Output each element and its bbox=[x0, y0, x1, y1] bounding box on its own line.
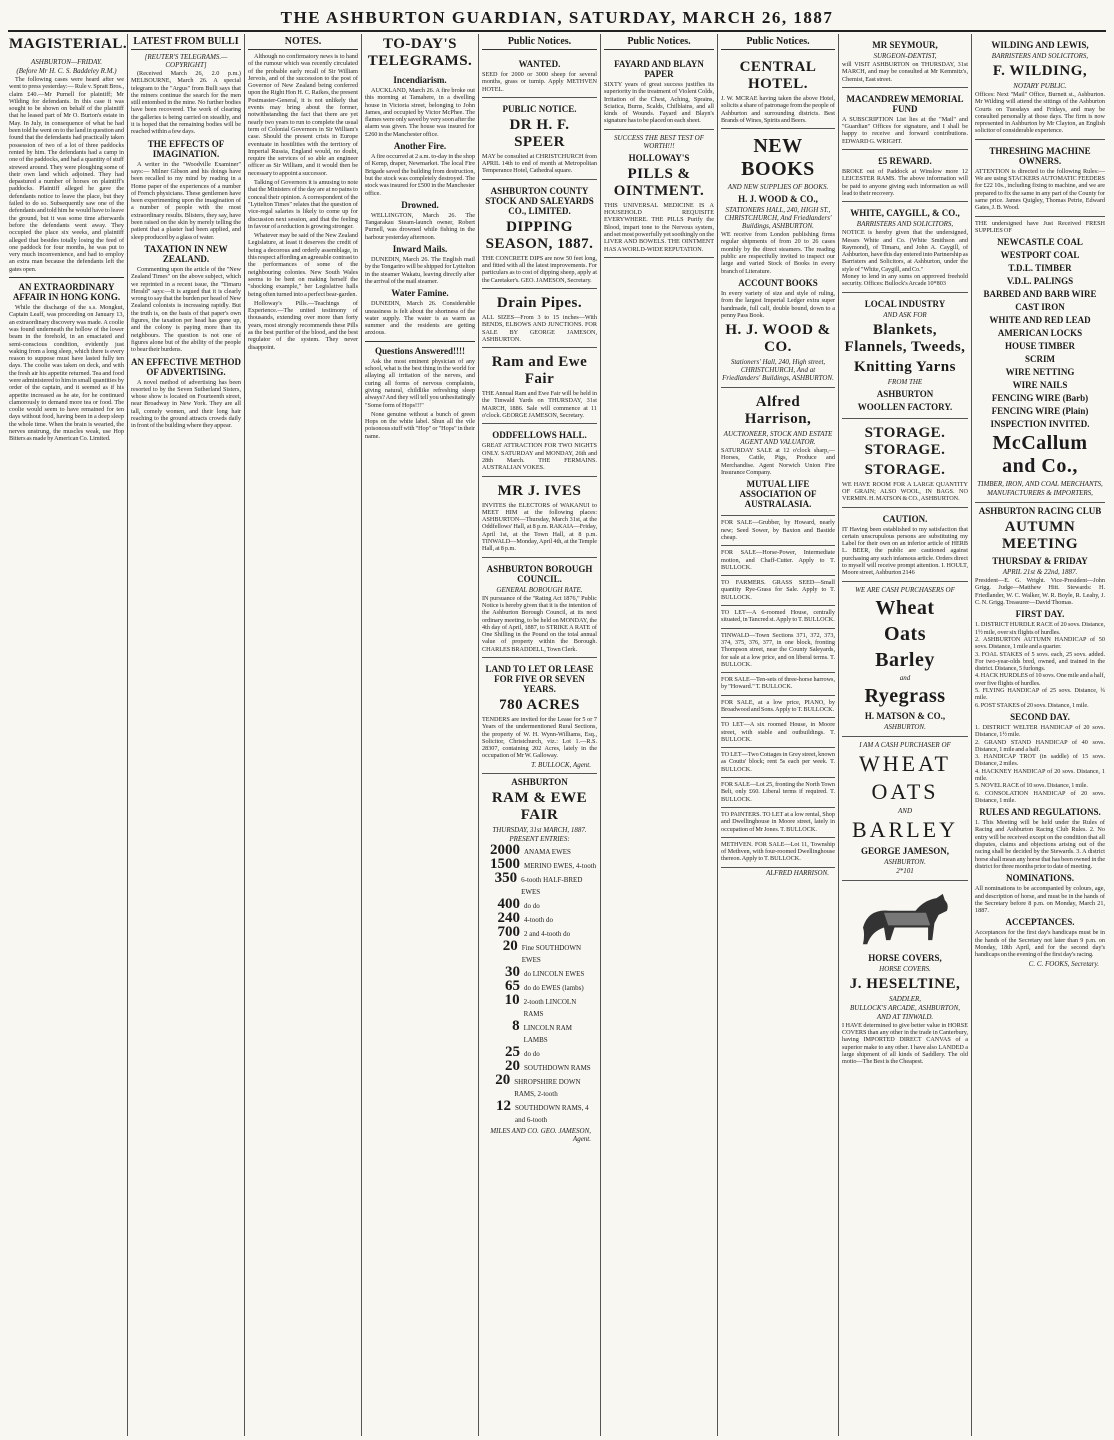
council-title: ASHBURTON BOROUGH COUNCIL. bbox=[486, 563, 593, 584]
holloway-ad bbox=[604, 130, 714, 258]
matson-grain-ad bbox=[842, 582, 968, 737]
imagination-heading: THE EFFECTS OF IMAGINATION. bbox=[147, 138, 225, 159]
macandrew-title: MACANDREW MEMORIAL FUND bbox=[846, 93, 964, 114]
central-title: CENTRAL HOTEL. bbox=[739, 59, 817, 92]
wanted-ad bbox=[482, 53, 597, 98]
telegram-title: Drowned. bbox=[401, 199, 439, 210]
oats-label-2: OATS bbox=[871, 778, 939, 804]
taxation-heading: TAXATION IN NEW ZEALAND. bbox=[144, 243, 228, 264]
public-notices-heading-2: Public Notices. bbox=[604, 36, 714, 50]
holloway-name: HOLLOWAY'S bbox=[628, 152, 690, 163]
fair-entry-count: 700 bbox=[497, 923, 520, 940]
caution-title: CAUTION. bbox=[882, 513, 928, 524]
tinwald-label: AND AT TINWALD. bbox=[876, 1012, 934, 1021]
rules-body: 1. This Meeting will be held under the Rules of Racing and Ashburton Racing Club Rules. 2. No entry will be received except on the condition that all disputes, claims and objections arising out of the racing shall be decided by the Stewards. 3. A district horse shall mean any horse that has been owned in the district for three months prior to date of meeting. bbox=[975, 819, 1105, 870]
fayard-ad bbox=[604, 53, 714, 130]
merchants-label: TIMBER, IRON, AND COAL MERCHANTS, bbox=[977, 480, 1103, 489]
heseltine-body: I HAVE determined to give better value in HORSE COVERS than any other in the trade in Canterbury, having IMPORTED DIRECT CANVAS of a superior make to any other. I have also LANDED a large shipment of all kinds of Saddlery. The old motto—The Best is the Cheapest. bbox=[842, 1021, 968, 1066]
race-item: 5. NOVEL RACE of 10 sovs. Distance, 1 mile. bbox=[975, 782, 1088, 790]
inspection-invited: INSPECTION INVITED. bbox=[990, 419, 1090, 430]
sale-item-text: FOR SALE—Lot 25, fronting the North Town Belt, only £60. Liberal terms if required. T. BULLOCK. bbox=[721, 781, 835, 803]
telegram-title: Water Famine. bbox=[391, 288, 449, 299]
sale-item bbox=[721, 778, 835, 808]
fair-entry-row bbox=[482, 869, 597, 898]
fair-entry-row bbox=[482, 937, 597, 966]
acres-title: 780 ACRES bbox=[499, 696, 580, 713]
wilding-title: WILDING AND LEWIS, bbox=[991, 40, 1089, 50]
dipping-title: DIPPING SEASON, 1887. bbox=[485, 218, 594, 252]
telegram-title: Incendiarism. bbox=[393, 75, 447, 85]
ryegrass-label: Ryegrass bbox=[864, 684, 946, 707]
ashburton-label: ASHBURTON bbox=[876, 388, 934, 399]
oddfellows-ad bbox=[482, 424, 597, 476]
land-body: TENDERS are invited for the Lease for 5 or 7 Years of the undermentioned Rural Sections, the property of W. H. Wynn-Williams, Esq., Solicitor, Christchurch, viz.: Lot 1.—R.S. 28307, containing 202 Acres, lately in the occupation of Mr W. Galloway. bbox=[482, 715, 597, 760]
masthead bbox=[8, 6, 1106, 32]
magisterial-dateline: (Before Mr H. C. S. Baddeley R.M.) bbox=[16, 67, 117, 75]
notes-heading: NOTES. bbox=[248, 36, 358, 50]
sale-item-text: TINWALD—Town Sections 371, 372, 373, 374, 375, 376, 377, in one block, fronting Thompson street, near the County Saleyards, for sale at a low price, and on liberal terms. T. BULLOCK. bbox=[721, 631, 835, 668]
divider bbox=[9, 277, 124, 278]
race-item: 2. GRAND STAND HANDICAP of 40 sovs. Distance, 1 mile and a half. bbox=[975, 738, 1105, 753]
race-item: 6. POST STAKES of 20 sovs. Distance, 1 mile. bbox=[975, 701, 1089, 709]
race-item: 4. HACKNEY HANDICAP of 20 sovs. Distance, 1 mile. bbox=[975, 767, 1105, 782]
racing-days: THURSDAY & FRIDAY bbox=[992, 556, 1088, 567]
drain-title: Drain Pipes. bbox=[496, 294, 583, 311]
threshing-body: ATTENTION is directed to the following Rules:—We are using STACKERS AUTOMATIC FEEDERS for £22 10s., including fixing to machine, and we are prepared to fix the same in any part of the County for same price. James Quigley, Thomas Petrie, Edward Gates, J. B. Wood. bbox=[975, 167, 1105, 212]
ives-title: MR J. IVES bbox=[497, 482, 582, 499]
doctor-ad bbox=[482, 98, 597, 180]
seymour-ad bbox=[842, 34, 968, 88]
supplies-list bbox=[975, 237, 1105, 416]
race-item: 5. FLYING HANDICAP of 25 sovs. Distance, ¾ mile. bbox=[975, 687, 1105, 702]
public-notices-heading-3: Public Notices. bbox=[721, 36, 835, 50]
seymour-title: MR SEYMOUR, bbox=[872, 40, 938, 50]
land-agent: T. BULLOCK, Agent. bbox=[531, 760, 591, 769]
white-title: WHITE, CAYGILL, & CO., bbox=[850, 208, 960, 219]
supply-item: WHITE AND RED LEAD bbox=[989, 315, 1091, 326]
race-item: 2. ASHBURTON AUTUMN HANDICAP of 50 sovs. Distance, 1 mile and a quarter. bbox=[975, 635, 1105, 651]
supply-item: T.D.L. TIMBER bbox=[1008, 263, 1072, 274]
race-item: 6. CONSOLATION HANDICAP of 20 sovs. Distance, 1 mile. bbox=[975, 789, 1105, 804]
wood-name-2: H. J. WOOD & CO. bbox=[725, 322, 831, 356]
woollen-factory-title: WOOLLEN FACTORY. bbox=[857, 401, 953, 412]
ives-body: INVITES the ELECTORS of WAKANUI to MEET HIM at the following places: ASHBURTON—Thursday, March 31st, at the Oddfellows' Hall, at 8 p.m. RAKAIA—Friday, April 1st, at the Town Hall, at 8 p.m. TINWALD—Monday, April 4th, at the Temple Hall, at 8 p.m. bbox=[482, 501, 597, 553]
dipping-body: THE CONCRETE DIPS are now 50 feet long, and fitted with all the latest improvements. For particulars as to cost of dipping sheep, apply at the Caretaker's. GEO. JAMESON, Secretary. bbox=[482, 254, 597, 284]
wilding-body: Offices: Next "Mail" Office, Burnett st., Ashburton. Mr Wilding will attend the sittings of the Ashburton Courts on Tuesdays and Fridays, and may be consulted personally at those days. The firm is now represented in Ashburton by Mr Clayton, an English solicitor of considerable experience. bbox=[975, 91, 1105, 135]
fair-entry-desc: do do bbox=[524, 1049, 540, 1058]
fair-entry-desc: Fine SOUTHDOWN EWES bbox=[521, 943, 582, 964]
fair-entry-count: 12 bbox=[495, 1097, 511, 1114]
supply-item: FENCING WIRE (Plain) bbox=[991, 406, 1089, 417]
fair-entry-desc: 6-tooth HALF-BRED EWES bbox=[521, 875, 583, 896]
manufacturers-label: MANUFACTURERS & IMPORTERS, bbox=[987, 489, 1093, 498]
fayard-body: SIXTY years of great success justifies its superiority in the treatment of Violent Colds, Irritation of the Chest, Aching, Sprains, Sciatica, Burns, Scalds, Chilblains, and all kinds of Wounds. Fayard and Blayn's signature has to be placed on each sheet. bbox=[604, 81, 714, 125]
supply-item: WESTPORT COAL bbox=[1000, 250, 1080, 261]
column-4 bbox=[362, 34, 479, 1436]
divider bbox=[365, 341, 475, 342]
doctor-body: MAY be consulted at CHRISTCHURCH from APRIL 14th to end of month at Metropolitan Temperance Hotel, Cathedral square. bbox=[482, 152, 597, 175]
oddfellows-title: ODDFELLOWS HALL. bbox=[492, 430, 587, 441]
harrison-subtitle: AUCTIONEER, STOCK AND ESTATE AGENT AND VALUATOR. bbox=[723, 430, 833, 447]
land-ad bbox=[482, 658, 597, 774]
fair-entry-row bbox=[482, 991, 597, 1020]
drain-ad bbox=[482, 289, 597, 348]
fair-subtitle: PRESENT ENTRIES: bbox=[509, 834, 570, 843]
supply-item: WIRE NETTING bbox=[1005, 367, 1075, 378]
barley-label-2: BARLEY bbox=[852, 816, 958, 842]
new-books-title: NEW BOOKS bbox=[741, 135, 815, 181]
questions-body: Ask the most eminent physician of any school, what is the best thing in the world for allaying all irritation of the nerves, and curing all forms of nervous complaints, giving natural, childlike refreshing sleep always? And they will tell you unhesitatingly "Some form of Hops!!!" None genuine without a bunch of green Hops on the white label. Shun all the vile poisonous stuff with "Hop" or "Hops" in their name. bbox=[365, 357, 475, 440]
fair-entry-count: 2000 bbox=[490, 841, 520, 858]
first-day-heading: FIRST DAY. bbox=[1015, 609, 1065, 620]
oats-label: Oats bbox=[884, 622, 926, 645]
fair-entry-count: 20 bbox=[505, 1057, 520, 1074]
ram-fair-ad bbox=[482, 348, 597, 424]
money-note: Money to lend in any sums on approved freehold security. Offices: Bullock's Arcade 10*803 bbox=[842, 273, 968, 288]
jameson-name: GEORGE JAMESON, bbox=[860, 845, 949, 856]
race-item: 1. DISTRICT WELTER HANDICAP of 20 sovs. Distance, 1½ mile. bbox=[975, 723, 1105, 739]
reward-body: BROKE out of Paddock at Winslow more 12 LEICESTER RAMS. The above information will be paid to anyone giving such information as will lead to their recovery. bbox=[842, 168, 968, 197]
account-books-title: ACCOUNT BOOKS bbox=[738, 277, 818, 288]
fair-entry-desc: do do bbox=[524, 901, 540, 910]
telegram-body: AUCKLAND, March 26. A fire broke out this morning at Tamahere, in a dwelling house in Victoria street, belonging to John James, and occupied by Victor McPhee. The flames were only saved by very soon after the alarm was given. The house was insured for £260 in the Manchester office. bbox=[365, 87, 475, 138]
storage-ad bbox=[842, 419, 968, 508]
doctor-name: DR H. F. SPEER bbox=[509, 116, 570, 150]
bulli-heading: LATEST FROM BULLI bbox=[131, 36, 241, 50]
central-hotel-ad bbox=[721, 53, 835, 129]
column-9 bbox=[972, 34, 1108, 1436]
sale-item-text: TO FARMERS. GRASS SEED—Small quantity Rye-Grass for Sale. Apply to T. BULLOCK. bbox=[721, 579, 835, 601]
ives-ad bbox=[482, 477, 597, 558]
jameson-grain-ad bbox=[842, 737, 968, 881]
cash-purchaser-heading: I AM A CASH PURCHASER OF bbox=[859, 740, 951, 749]
column-7 bbox=[718, 34, 839, 1436]
reuters-line: [REUTER'S TELEGRAMS.—COPYRIGHT] bbox=[144, 53, 228, 69]
acceptances-body: Acceptances for the first day's handicaps must be in the hands of the Secretary not later than 9 p.m. on Monday, 18th April, and for the second day's handicaps on the evening of the first day's racing. bbox=[975, 929, 1105, 959]
seymour-subtitle: SURGEON-DENTIST, bbox=[873, 52, 937, 60]
fayard-title: FAYARD AND BLAYN PAPER bbox=[614, 59, 704, 79]
storage-title: STORAGE. STORAGE. bbox=[864, 424, 946, 458]
fair-entry-row bbox=[482, 1017, 597, 1046]
blankets-title: Blankets, Flannels, Tweeds, bbox=[844, 321, 966, 355]
advertising-heading: AN EFFECTIVE METHOD OF ADVERTISING. bbox=[131, 356, 242, 377]
wood-address: STATIONERS HALL, 240, HIGH ST., CHRISTCHURCH, And Friedlanders' Buildings, ASHBURTON. bbox=[724, 206, 832, 231]
reward-ad bbox=[842, 150, 968, 202]
telegram-body: DUNEDIN, March 26. The English mail by the Tongariro will be shipped for Lyttelton in the steamer Wakatu, leaving directly after the arrival of the mail steamer. bbox=[365, 256, 475, 285]
council-ad bbox=[482, 558, 597, 658]
first-day-events bbox=[975, 621, 1105, 709]
fair-entry-count: 20 bbox=[495, 1071, 511, 1088]
magisterial-body: The following cases were heard after we went to press yesterday:— Rule v. Spratt Bros., claim £40.—Mr Purnell for plaintiff; Mr Wilding for defendants. In this case it was sought to be shown on behalf of the plaintiff that he leased part of Mr O. Burton's estate in May. In July, in consequence of what he had been told he went on to the land in question and found that the defendants had practically taken possession of two of a lot of three paddocks rented by him. The defendants had a camp in one of the paddocks, and had a quantity of stuff strewed around. They were ploughing some of their own land which adjoined. They had depastured a number of horses on plaintiff's paddocks. Plaintiff alleged he gave the defendants notice to leave the place, but they failed to do so. Subsequently saw one of the defendants and told him he would have to leave the ground, but it was some time afterwards before the defendants went away. They occupied the place six weeks, and plaintiff alleged that besides totally losing the feed of one paddock for four months, he was put to very much inconvenience, and had to employ an extra man because the defendants left the gates open. bbox=[9, 76, 124, 273]
fair-entry-desc: LINCOLN RAM LAMBS bbox=[523, 1023, 572, 1044]
fair-entry-row bbox=[482, 923, 597, 940]
supplies-intro: THE undersigned have Just Received FRESH SUPPLIES OF bbox=[975, 219, 1105, 234]
questions-heading: Questions Answered!!!! bbox=[374, 345, 466, 356]
fair-entry-desc: 2-tooth LINCOLN RAMS bbox=[523, 997, 577, 1018]
telegram-body: DUNEDIN, March 26. Considerable uneasiness is felt about the shortness of the water supply. The water is as warm as summer and the residents are getting anxious. bbox=[365, 300, 475, 337]
race-item: 4. HACK HURDLES of 10 sovs. One mile and a half, over five flights of hurdles. bbox=[975, 672, 1105, 687]
fair-entry-desc: do do EWES (lambs) bbox=[524, 983, 584, 992]
wheat-label-2: WHEAT bbox=[859, 750, 951, 776]
supply-item: FENCING WIRE (Barb) bbox=[991, 393, 1089, 404]
harrison-title: Alfred Harrison, bbox=[744, 394, 812, 428]
pills-title: PILLS & OINTMENT. bbox=[613, 165, 705, 199]
fair-entry-count: 8 bbox=[512, 1017, 520, 1034]
telegram-list bbox=[365, 75, 475, 337]
harrison-body: SATURDAY SALE at 12 o'clock sharp,—Horses, Cattle, Pigs, Produce and Merchandise. Agent Norwich Union Fire Insurance Company. bbox=[721, 447, 835, 477]
nominations-body: All nominations to be accompanied by colours, age, and description of horse, and must be in the hands of the Secretary before 8 p.m. on Monday, March 21, 1887. bbox=[975, 885, 1105, 915]
fair-entry-count: 10 bbox=[504, 991, 520, 1008]
fair-entry-count: 25 bbox=[505, 1043, 520, 1060]
race-item: 3. FOAL STAKES of 5 sovs. each, 25 sovs. added. For two-year-olds bred, owned, and trained in the district. Distance, 5 furlongs. bbox=[975, 650, 1105, 673]
threshing-ad bbox=[975, 140, 1105, 217]
notary-label: NOTARY PUBLIC. bbox=[1013, 82, 1067, 90]
threshing-title: THRESHING MACHINE OWNERS. bbox=[989, 145, 1091, 166]
racing-dates: APRIL 21st & 22nd, 1887. bbox=[1002, 568, 1078, 577]
drain-body: ALL SIZES—From 3 to 15 inches—With BENDS, ELBOWS AND JUNCTIONS. FOR SALE BY GEORGE JAMESON, ASHBURTON. bbox=[482, 313, 597, 343]
fair-entry-desc: SOUTHDOWN RAMS, 4 and 6-tooth bbox=[514, 1103, 589, 1124]
race-item: 3. HANDICAP TROT (in saddle) of 15 sovs. Distance, 2 miles. bbox=[975, 753, 1105, 768]
ask-for: AND ASK FOR bbox=[883, 310, 927, 319]
sale-item bbox=[721, 576, 835, 606]
column-3 bbox=[245, 34, 362, 1436]
column-8 bbox=[839, 34, 972, 1436]
from-the: FROM THE bbox=[887, 377, 923, 386]
supply-item: SCRIM bbox=[1024, 354, 1055, 365]
new-books-ad bbox=[721, 129, 835, 388]
fair-date: THURSDAY, 31st MARCH, 1887. bbox=[492, 825, 587, 834]
wood-body: WE receive from London publishing firms regular shipments of from 20 to 26 cases monthly by the direct steamers. The reading public are respectfully invited to inspect our large and varied Stock of Books in every branch of Literature. bbox=[721, 231, 835, 275]
fair-entry-count: 20 bbox=[502, 937, 518, 954]
supply-item: HOUSE TIMBER bbox=[1004, 341, 1076, 352]
reward-title: £5 REWARD. bbox=[878, 156, 932, 167]
sale-item bbox=[721, 808, 835, 838]
supply-item: BARBED AND BARB WIRE bbox=[983, 289, 1097, 300]
hong-kong-heading: AN EXTRAORDINARY AFFAIR IN HONG KONG. bbox=[12, 282, 121, 303]
telegram-title: Another Fire. bbox=[393, 141, 447, 152]
fair-entry-row bbox=[482, 1043, 597, 1060]
caution-ad bbox=[842, 508, 968, 582]
jameson-location: ASHBURTON. bbox=[884, 857, 926, 866]
racing-club-ad bbox=[975, 506, 1105, 967]
magisterial-heading: MAGISTERIAL. bbox=[9, 36, 128, 52]
telegram-title: Inward Mails. bbox=[392, 244, 448, 255]
racing-secretary: C. C. FOOKS, Secretary. bbox=[1028, 959, 1099, 968]
council-body: IN pursuance of the "Rating Act 1876," Public Notice is hereby given that it is the intention of the Ashburton Borough Council, at its next ordinary meeting, to be held on MONDAY, the 4th day of April, 1887, to STRIKE A RATE of One Shilling in the Pound on the total annual value of property within the Borough. CHARLES BRADDELL, Town Clerk. bbox=[482, 594, 597, 653]
central-body: J. W. MCRAE having taken the above Hotel, solicits a share of patronage from the people of Ashburton and surrounding districts. Best Brands of Wines, Spirits and Beers. bbox=[721, 95, 835, 124]
rules-heading: RULES AND REGULATIONS. bbox=[979, 807, 1101, 818]
sale-item-text: TO LET—Two Cottages in Grey street, known as Coutts' block; rent 5s each per week. T. BULLOCK. bbox=[721, 751, 835, 773]
fair-title: RAM & EWE FAIR bbox=[491, 789, 588, 823]
fair-entry-row bbox=[482, 963, 597, 980]
fair-entry-desc: SOUTHDOWN RAMS bbox=[524, 1063, 591, 1072]
matson-name: H. MATSON & CO., bbox=[864, 710, 946, 721]
horse-covers-sub: HORSE COVERS. bbox=[879, 964, 931, 973]
fair-entry-row bbox=[482, 1097, 597, 1126]
fair-entry-desc: SHROPSHIRE DOWN RAMS, 2-tooth bbox=[514, 1077, 581, 1098]
horse-illustration bbox=[842, 885, 968, 949]
fair-entry-count: 240 bbox=[497, 909, 520, 926]
race-item: 1. DISTRICT HURDLE RACE of 20 sovs. Distance, 1½ mile, over six flights of hurdles. bbox=[975, 621, 1105, 636]
saddler-label: SADDLER, bbox=[888, 994, 922, 1003]
holloway-tagline: SUCCESS THE BEST TEST OF WORTH!!! bbox=[614, 133, 704, 150]
sale-items bbox=[721, 516, 835, 867]
telegram-body: WELLINGTON, March 26. The Tangarakau Steam-launch owner, Robert Purnell, was drowned while fishing in the harbour yesterday afternoon. bbox=[365, 211, 475, 241]
second-day-events bbox=[975, 724, 1105, 804]
racing-officers: President—E. G. Wright. Vice-President—John Grigg. Judge—Matthew Hitt. Stewards: H. Friedlander, W. C. Walker, W. R. Boyle, R. Leahy, J. C. N. Grigg. Treasurer—David Thomas. bbox=[975, 577, 1105, 607]
acceptances-heading: ACCEPTANCES. bbox=[1005, 917, 1075, 928]
wanted-heading: WANTED. bbox=[518, 59, 561, 69]
sale-item bbox=[721, 696, 835, 719]
mutual-title: MUTUAL LIFE ASSOCIATION OF AUSTRALASIA. bbox=[739, 479, 817, 510]
sale-item-text: TO LET—A 6-roomed House, centrally situated, in Tancred st. Apply to T. BULLOCK. bbox=[721, 609, 835, 624]
woollen-factory-ad bbox=[842, 293, 968, 419]
taxation-body: Commenting upon the article of the "New Zealand Times" on the above subject, which we reprinted in a recent issue, the "Timaru Herald" says:—It is argued that it is clearly wrong to say that the burden per head of New Zealand colonists is increasing rapidly. But the truth is, on the basis of that paper's own figures, the taxation per head has gone up, and the colony is paying more than its neighbours. The question is not one of figures alone but of the ability of the people to bear their burdens. bbox=[131, 265, 241, 354]
fair-entries bbox=[482, 841, 597, 1126]
sale-item bbox=[721, 673, 835, 696]
and-label: and bbox=[899, 673, 911, 682]
knitting-title: Knitting Yarns bbox=[854, 358, 956, 375]
wood-address-2: Stationers' Hall, 240, High street, CHRISTCHURCH, And at Friedlanders' Buildings, ASHBURTON. bbox=[722, 358, 834, 383]
matson-location: ASHBURTON. bbox=[884, 722, 926, 731]
ram-body: THE Annual Ram and Ewe Fair will be held in the Tinwald Yards on THURSDAY, 31st MARCH, 1886. Sale will commence at 11 o'clock. GEORGE JAMESON, Secretary. bbox=[482, 390, 597, 420]
sale-item bbox=[721, 838, 835, 868]
sale-item bbox=[721, 606, 835, 629]
macandrew-ad bbox=[842, 88, 968, 150]
arcade-label: BULLOCK'S ARCADE, ASHBURTON, bbox=[849, 1003, 960, 1012]
sale-item bbox=[721, 748, 835, 778]
account-books-body: In every variety of size and style of ruling, from the largest Imperial Ledger extra super handmade, full calf, double bound, down to a penny Pass Book. bbox=[721, 289, 835, 319]
sale-item-text: TO PAINTERS. TO LET at a low rental, Shop and Dwellinghouse in Moore street, lately in occupation of Mr Jones. T. BULLOCK. bbox=[721, 810, 835, 833]
storage-title-2: STORAGE. bbox=[864, 461, 946, 478]
fair-entry-desc: do LINCOLN EWES bbox=[524, 969, 585, 978]
wood-name: H. J. WOOD & CO., bbox=[738, 194, 818, 205]
second-day-heading: SECOND DAY. bbox=[1010, 711, 1070, 722]
column-6 bbox=[601, 34, 718, 1436]
cash-purchasers-heading: WE ARE CASH PURCHASERS OF bbox=[855, 585, 955, 594]
column-5 bbox=[479, 34, 601, 1436]
seymour-body: will VISIT ASHBURTON on THURSDAY, 31st MARCH, and may be consulted at Mr Kemmitz's, Chemist, East street. bbox=[842, 61, 968, 83]
local-industry: LOCAL INDUSTRY bbox=[864, 298, 946, 309]
horse-covers-title: HORSE COVERS, bbox=[868, 952, 942, 963]
fair-entry-row bbox=[482, 977, 597, 994]
council-subtitle: GENERAL BOROUGH RATE. bbox=[496, 585, 583, 594]
pills-body: THIS UNIVERSAL MEDICINE IS A HOUSEHOLD REQUISITE EVERYWHERE. THE PILLS Purify the Blood, impart tone to the Nervous system, and set most powerfully yet soothingly on the LIVER AND BOWELS. THE OINTMENT HAS A WORLD-WIDE REPUTATION. bbox=[604, 201, 714, 253]
caution-body: IT Having been established to my satisfaction that certain unscrupulous persons are substituting my Label for their own on an inferior article of HERB L. BEER, the public are cautioned against purchasing any such infamous article. Orders direct to myself will receive prompt attention. I. HOULT, Moore street, Ashburton 2146 bbox=[842, 525, 968, 577]
heseltine-name: J. HESELTINE, bbox=[849, 975, 961, 992]
telegrams-heading: TO-DAY'S TELEGRAMS. bbox=[367, 36, 473, 69]
column-2 bbox=[128, 34, 245, 1436]
supply-item: AMERICAN LOCKS bbox=[997, 328, 1083, 339]
nominations-heading: NOMINATIONS. bbox=[1005, 873, 1075, 884]
mccallum-ad bbox=[975, 217, 1105, 504]
fair-entry-count: 1500 bbox=[490, 855, 520, 872]
wilding-name: F. WILDING, bbox=[992, 63, 1088, 79]
fair-entry-desc: ANAMA EWES bbox=[524, 847, 571, 856]
masthead-title: THE ASHBURTON GUARDIAN, SATURDAY, MARCH 26, 1887 bbox=[280, 8, 834, 27]
fair-entry-count: 350 bbox=[494, 869, 518, 886]
white-caygill-ad bbox=[842, 202, 968, 292]
autumn-meeting: AUTUMN MEETING bbox=[1001, 519, 1078, 553]
sale-item-text: FOR SALE—Ten-sets of three-horse harrows, by "Howard." T. BULLOCK. bbox=[721, 676, 835, 691]
advertising-body: A novel method of advertising has been resorted to by the Seven Sutherland Sisters, whose show is located on Fourteenth street, near Broadway in New York. They are all tall, comely women, and their long hair reaching to the ground attracts crowds daily in front of the building where they appear. bbox=[131, 378, 241, 430]
company-heading: ASHBURTON COUNTY STOCK AND SALEYARDS CO., LIMITED. bbox=[485, 185, 594, 216]
bulli-body: (Received March 26, 2.0 p.m.) MELBOURNE, March 26. A special telegram to the "Argus" from Bulli says that the miners continue the search for the men still entombed in the mine. No further bodies have been recovered. The work of clearing the galleries is being carried on steadily, and it is hoped that the remaining bodies will be reached within a few days. bbox=[131, 70, 241, 136]
barley-label: Barley bbox=[875, 648, 935, 671]
and-label-2: AND bbox=[898, 806, 912, 815]
land-title: LAND TO LET OR LEASE FOR FIVE OR SEVEN YEARS. bbox=[485, 663, 594, 694]
oddfellows-body: GREAT ATTRACTION FOR TWO NIGHTS ONLY. SATURDAY and MONDAY, 26th and 28th March. THE FERMAINS. AUSTRALIAN VOKES. bbox=[482, 442, 597, 472]
fair-entry-desc: 2 and 4-tooth do bbox=[524, 929, 571, 938]
fair-entry-row bbox=[482, 1071, 597, 1100]
imagination-body: A writer in the "Woodville Examiner" says:— Milner Gibson and his doings have been recalled to my mind by reading in a Home paper of the experiences of a number of French physicians. These gentlemen have been experimenting upon the imagination of a number of people with the most extraordinary results. Blisters, they say, have been raised on the skin by merely telling the patient that a plaster had been applied, and sleep produced by a glass of water. bbox=[131, 160, 241, 241]
wilding-subtitle: BARRISTERS AND SOLICITORS, bbox=[991, 52, 1089, 60]
column-1 bbox=[6, 34, 128, 1436]
fair-entry-desc: 4-tooth do bbox=[524, 915, 553, 924]
supply-item: V.D.L. PALINGS bbox=[1006, 276, 1074, 287]
mccallum-title: McCallum and Co., bbox=[992, 432, 1088, 478]
macandrew-body: A SUBSCRIPTION List lies at the "Mail" and "Guardian" Offices for signature, and I shall be happy to receive and forward contributions. EDWARD G. WRIGHT. bbox=[842, 115, 968, 145]
sale-item-text: METHVEN. FOR SALE—Lot 11, Township of Methven, with four-roomed Dwellinghouse thereon. Apply to T. BULLOCK. bbox=[721, 840, 835, 863]
supply-item: WIRE NAILS bbox=[1012, 380, 1068, 391]
sale-item-text: FOR SALE—Grubber, by Howard, nearly new; Seed Sower, by Baxton and Bastide cheap. bbox=[721, 519, 835, 541]
supply-item: CAST IRON bbox=[1015, 302, 1065, 313]
fair-location: ASHBURTON bbox=[511, 776, 568, 787]
ram-title: Ram and Ewe Fair bbox=[491, 354, 588, 388]
notes-body: Although no confirmatory news is to hand of the rumour which was recently circulated of the probable early recall of Sir William Jervois, and of the succession to the post of Governor of New Zealand being conferred upon the Right Hon H. C. Raikes, the present Postmaster-General, it is not unlikely that events may bring about the former, notwithstanding the fact that there are yet nearly two years to run to complete the usual term of Colonial Governors in Sir William's case. Should the present crisis in Europe eventuate in hostilities with the territory of Imperial Russia, England would, no doubt, require the services of so able an engineer officer as Sir William, and it would then be necessary to appoint a successor. Talking of Governors it is amusing to note that the Ministers of the day are at no pains to conceal their opinion. A correspondent of the "Lyttelton Times" relates that the question of vice-regal salaries is likely to come up for discussion next session, and that the feeling in favour of a reduction is growing stronger. Whatever may be said of the New Zealand Legislature, at least it deserves the credit of being a decorous and orderly assemblage, in this respect affording an agreeable contrast to the performances of some of the neighbouring colonies. New South Wales seems to be bent on making herself the "shocking example," her Legislative halls being often turned into a perfect bear-garden. Holloway's Pills.—Teachings of Experience.—The united testimony of thousands, extending over more than forty years, most strongly recommends these Pills as the best purifier of the blood, and the best regulator of the system. They never disappoint. bbox=[248, 53, 358, 351]
fair-entry-count: 400 bbox=[497, 895, 520, 912]
fair-entry-count: 65 bbox=[505, 977, 520, 994]
jameson-ref: 2*101 bbox=[896, 866, 914, 875]
hong-kong-body: While the discharge of the s.s. Mongkut, Captain Leaff, was proceeding on January 13, an extraordinary discovery was made. A coolie was found underneath the hollow of the lower beam in the forehold, in an emaciated and semi-conscious condition, evidently just waking from a long sleep, which there is every reason to suppose must have lasted fully ten days. The coolie was taken on deck, and with the fresh air his appetite returned. Tea and food were administered to him in small quantities by order of the captain, and it seemed as if his appetite increased as he ate, for he continued clamorously to demand more tea or food. The coolie would seem to have remained for ten days without food, having been in a deep sleep the whole time. When the brain is wearied, the nerves unstrung, the muscles weak, use Hop Bitters as made by American Co. Limited. bbox=[9, 304, 124, 443]
sale-item-text: FOR SALE—Horse-Power, Intermediate motion, and Chaff-Cutter. Apply to T. BULLOCK. bbox=[721, 549, 835, 571]
telegram-body: A fire occurred at 2 a.m. to-day in the shop of Kemp, draper, Newmarket. The local Fire Brigade saved the building from destruction, but the stock was completely destroyed. The stock was insured for £500 in the Manchester office. bbox=[365, 153, 475, 197]
magisterial-subheading: ASHBURTON—FRIDAY. bbox=[31, 58, 102, 66]
fair-signature: MILES AND CO. GEO. JAMESON, Agent. bbox=[490, 1126, 591, 1143]
harrison-signature: ALFRED HARRISON. bbox=[766, 868, 829, 877]
white-subtitle: BARRISTERS AND SOLICITORS, bbox=[856, 220, 954, 229]
heseltine-ad bbox=[842, 885, 968, 1066]
racing-title: ASHBURTON RACING CLUB bbox=[978, 506, 1102, 517]
supply-item: NEWCASTLE COAL bbox=[997, 237, 1083, 248]
wilding-ad bbox=[975, 34, 1105, 140]
sale-item bbox=[721, 629, 835, 673]
dipping-ad bbox=[482, 180, 597, 289]
sale-item-text: TO LET—A six roomed House, in Moore street, with stable and outbuildings. T. BULLOCK. bbox=[721, 721, 835, 743]
storage-body: WE HAVE ROOM FOR A LARGE QUANTITY OF GRAIN; ALSO WOOL, IN BAGS. NO VERMIN. H. MATSON & CO., ASHBURTON. bbox=[842, 480, 968, 503]
fair-entry-count: 30 bbox=[505, 963, 520, 980]
white-body: NOTICE is hereby given that the undersigned, Messrs White and Co. (White Smithson and Raymond), of Timaru, and John A. Caygill, of Ashburton, have this day entered into Partnership as Barristers and Solicitors, at Ashburton, under the style of "White, Caygill, and Co." bbox=[842, 229, 968, 273]
wanted-body: SEED for 2000 or 3000 sheep for several months, grass or turnip. Apply METHVEN HOTEL. bbox=[482, 71, 597, 93]
new-books-subtitle: AND NEW SUPPLIES OF BOOKS. bbox=[727, 183, 829, 192]
sale-item bbox=[721, 546, 835, 576]
sale-item-text: FOR SALE, at a low price, PIANO, by Broadwood and Sons. Apply to T. BULLOCK. bbox=[721, 698, 835, 713]
sale-item bbox=[721, 718, 835, 748]
wheat-label: Wheat bbox=[875, 596, 935, 619]
ram-ewe-fair-ad bbox=[482, 777, 597, 1143]
harrison-ad bbox=[721, 388, 835, 516]
public-notice-heading: PUBLIC NOTICE. bbox=[502, 103, 577, 114]
public-notices-heading: Public Notices. bbox=[482, 36, 597, 50]
fair-entry-desc: MERINO EWES, 4-tooth bbox=[524, 861, 597, 870]
sale-item bbox=[721, 516, 835, 546]
